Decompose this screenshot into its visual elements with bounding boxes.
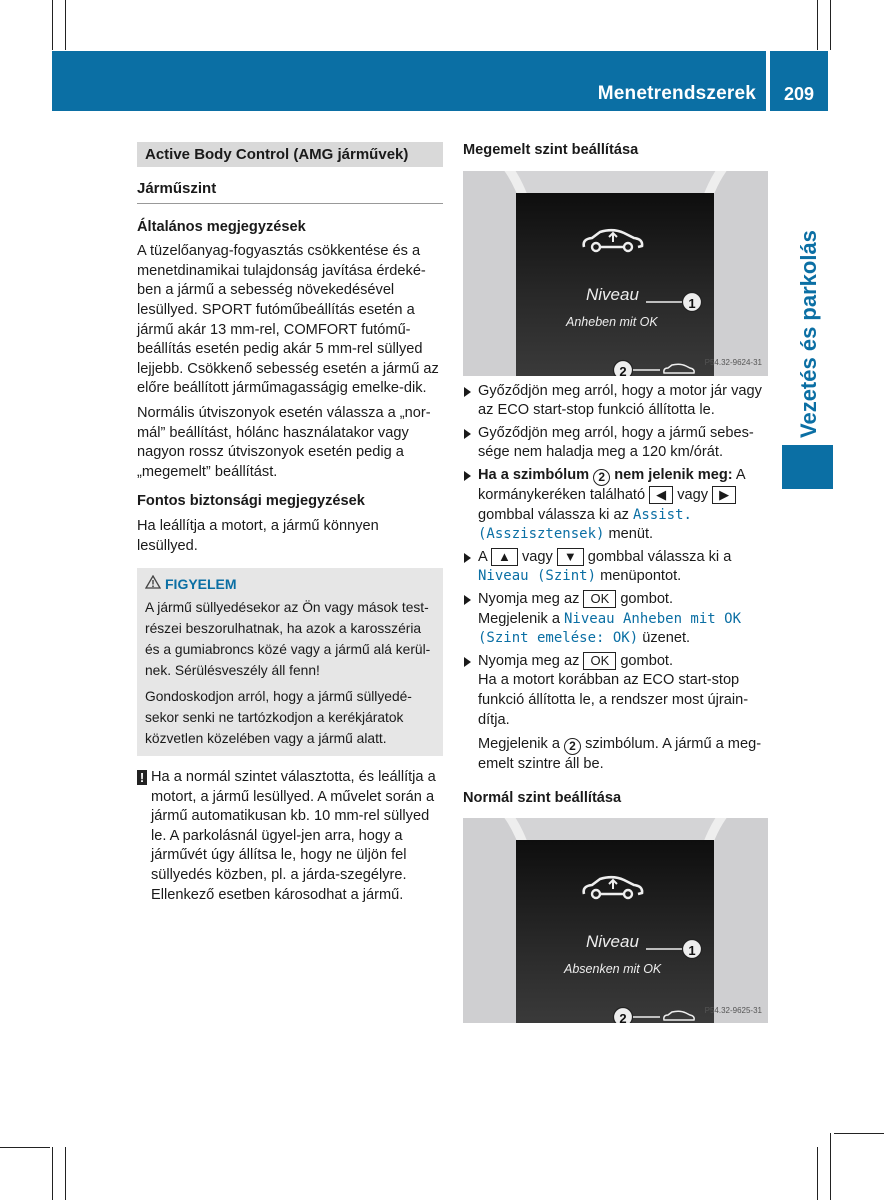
general-heading: Általános megjegyzések: [137, 218, 306, 235]
left-arrow-key: ◀: [649, 486, 673, 504]
step-2: Győződjön meg arról, hogy a jármű sebes-sége nem haladja meg a 120 km/órát.: [463, 424, 768, 463]
instrument-display: [516, 193, 714, 376]
safety-paragraph: Ha leállítja a motort, a jármű könnyen lesüllyed.: [137, 517, 379, 554]
crop-mark: [65, 1147, 66, 1200]
circled-2-icon: 2: [564, 738, 581, 755]
general-paragraph-2: Normális útviszonyok esetén válassza a „nor-mál” beállítást, hólánc használatakor vagy nagyon rossz útviszonyok esetén pedig a „megemelt” beállítást.: [137, 404, 431, 480]
warning-box: [137, 568, 443, 756]
circled-2-icon: 2: [593, 469, 610, 486]
section-title: Active Body Control (AMG járművek): [137, 142, 443, 167]
up-arrow-key: ▲: [491, 548, 518, 566]
side-tab-label: Vezetés és parkolás: [796, 230, 821, 438]
step-5-text-a: Nyomja meg az: [478, 590, 580, 607]
step-6-text-a: Nyomja meg az: [478, 652, 580, 669]
step-3-bold-a: Ha a szimbólum: [478, 466, 590, 483]
page-number: 209: [783, 84, 815, 104]
figure-code: P54.32-9624-31: [704, 358, 762, 367]
step-4-text-a: A: [478, 548, 487, 565]
side-tab: [782, 445, 833, 489]
step-5-text-d: üzenet.: [642, 630, 691, 647]
step-3-text-a: A kormánykeréken található: [478, 466, 745, 503]
instrument-display: [516, 840, 714, 1023]
message-raise: Niveau Anheben mit OK (Szint emelése: OK): [478, 610, 742, 647]
display-illustration-raise: [463, 171, 768, 376]
ok-key: OK: [583, 652, 616, 670]
warning-heading: [145, 574, 435, 595]
step-3-or: vagy: [677, 486, 709, 503]
left-column: [137, 142, 443, 905]
right-column: [463, 141, 768, 1023]
step-4-text-c: menüpontot.: [600, 568, 682, 585]
ok-key: OK: [583, 590, 616, 608]
crop-mark: [817, 0, 818, 50]
step-5-text-c: Megjelenik a: [478, 610, 560, 627]
subheading: Járműszint: [137, 179, 443, 204]
niveau-label: Niveau: [586, 284, 639, 304]
step-6-result: [463, 735, 768, 775]
menu-assist: Assist. (Asszisztensek): [478, 506, 692, 543]
crop-mark: [52, 1147, 53, 1200]
screen-message: Absenken mit OK: [564, 962, 662, 977]
step-3-text-b: gombbal válassza ki az: [478, 506, 629, 523]
crop-mark: [0, 1147, 50, 1148]
car-lower-icon: [578, 874, 648, 902]
step-3: [463, 466, 768, 545]
safety-heading: Fontos biztonsági megjegyzések: [137, 493, 365, 510]
crop-mark: [52, 0, 53, 50]
note-text: Ha a normál szintet választotta, és leállítja a motort, a jármű lesüllyed. A művelet során a jármű automatikusan kb. 10 mm-rel süllyed le. A parkolásnál ügyel-jen arra, hogy a járművét úgy állítsa le, hogy ne üljön fel süllyedés közben, pl. a járda-szegélyre. Ellenkező esetben károsodhat a jármű.: [151, 769, 436, 903]
crop-mark: [817, 1147, 818, 1200]
callout-2: 2: [619, 1011, 627, 1024]
crop-mark: [65, 0, 66, 50]
note-block: [137, 768, 443, 905]
down-arrow-key: ▼: [557, 548, 584, 566]
exclamation-icon: !: [137, 770, 147, 785]
menu-niveau: Niveau (Szint): [478, 568, 597, 585]
chapter-title: Menetrendszerek: [597, 83, 756, 104]
car-raise-icon: [578, 227, 648, 255]
right-arrow-key: ▶: [712, 486, 736, 504]
step-1: Győződjön meg arról, hogy a motor jár vagy az ECO start-stop funkció állította le.: [463, 382, 768, 421]
crop-mark: [830, 0, 831, 50]
step-4-or: vagy: [521, 548, 553, 565]
step-3-bold-b: nem jelenik meg:: [614, 466, 733, 483]
crop-mark: [830, 1133, 831, 1200]
raise-heading: Megemelt szint beállítása: [463, 142, 639, 158]
screen-message: Anheben mit OK: [566, 314, 658, 329]
general-paragraph-1: A tüzelőanyag-fogyasztás csökkentése és a menetdinamikai tulajdonság javítása érdeké-ben a jármű a sebesség növekedésével lesüllyed. SPORT futóműbeállítás esetén a jármű akár 13 mm-rel, COMFORT futómű-beállítás esetén pedig akár 5 mm-rel süllyed lejjebb. Csökkenő sebesség esetén a jármű az előre beállított járműmagasságig emelke-dik.: [137, 243, 439, 397]
niveau-label: Niveau: [586, 932, 639, 952]
step-4-text-b: gombbal válassza ki a: [587, 548, 732, 565]
step-5-text-b: gombot.: [620, 590, 674, 607]
step-3-text-c: menüt.: [608, 526, 654, 543]
crop-mark: [834, 1133, 884, 1134]
step-6-text-c: Ha a motort korábban az ECO start-stop funkció állította le, a rendszer most újrain-dítja.: [478, 672, 749, 728]
step-4: [463, 548, 768, 587]
step-5: [463, 590, 768, 649]
step-6-text-e: szimbólum. A jármű a meg-emelt szintre áll be.: [478, 736, 762, 773]
warning-paragraph-2: Gondoskodjon arról, hogy a jármű süllyedé-sekor senki ne tartózkodjon a kerékjáratok közvetlen közelében vagy a jármű alatt.: [145, 689, 412, 747]
warning-title: FIGYELEM: [165, 576, 237, 593]
warning-paragraph-1: A jármű süllyedésekor az Ön vagy mások test-részei beszorulhatnak, ha azok a karosszéria és a gumiabroncs közé vagy a jármű alá kerül-nek. Sérülésveszély áll fenn!: [145, 600, 431, 679]
callout-1: 1: [688, 943, 696, 959]
display-illustration-normal: [463, 818, 768, 1023]
callout-1: 1: [688, 295, 696, 311]
figure-code: P54.32-9625-31: [704, 1005, 762, 1015]
normal-heading: Normál szint beállítása: [463, 789, 622, 806]
step-6-text-b: gombot.: [620, 652, 674, 669]
warning-triangle-icon: [145, 574, 161, 595]
callout-2: 2: [619, 363, 627, 376]
step-6: [463, 652, 768, 730]
step-6-text-d: Megjelenik a: [478, 736, 560, 753]
